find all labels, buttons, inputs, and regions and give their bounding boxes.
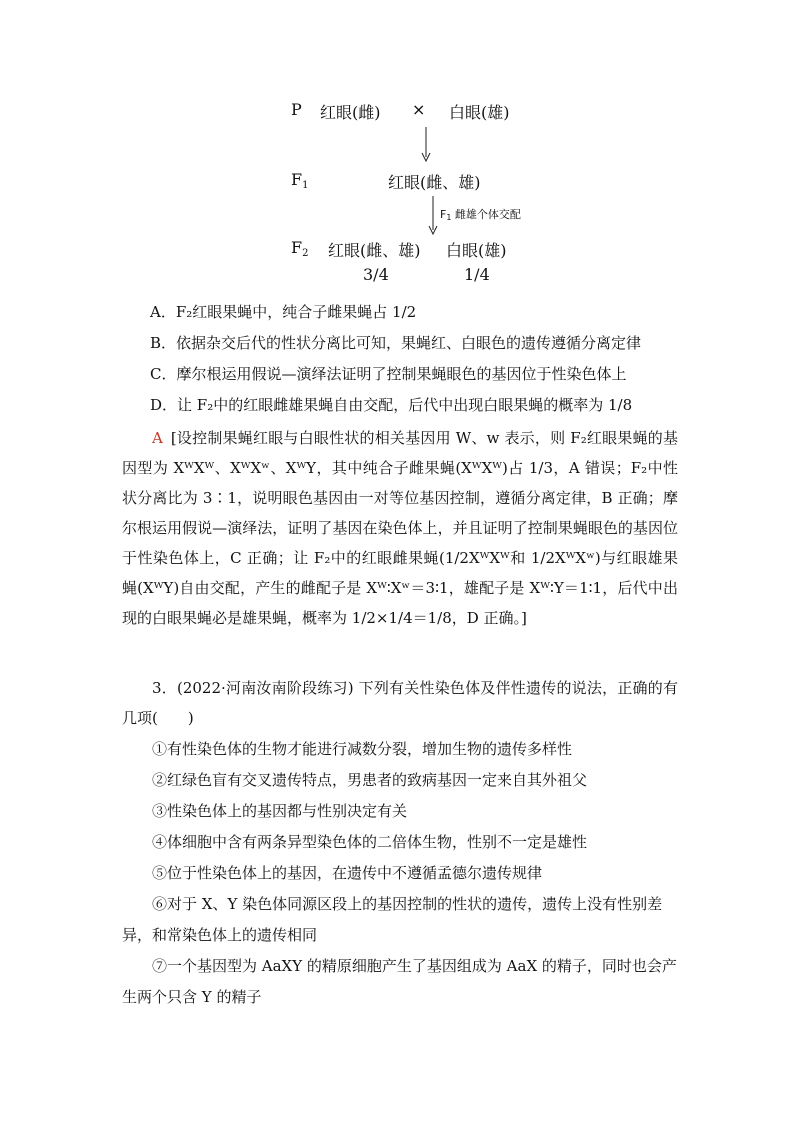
answer-letter: A xyxy=(152,429,163,447)
question-3-item-4: ④体细胞中含有两条异型染色体的二倍体生物，性别不一定是雄性 xyxy=(152,833,588,851)
arrow-f1-to-f2 xyxy=(425,196,441,236)
f2-phenotype-white: 白眼(雄) xyxy=(446,241,507,260)
f2-ratio-white: 1/4 xyxy=(464,265,490,284)
option-b: B．依据杂交后代的性状分离比可知，果蝇红、白眼色的遗传遵循分离定律 xyxy=(150,334,642,352)
f1-generation-label: $F_1$ xyxy=(291,170,309,191)
p-male-phenotype: 白眼(雄) xyxy=(449,103,510,122)
answer-explanation xyxy=(122,423,678,633)
arrow-p-to-f1 xyxy=(418,127,434,163)
f2-generation-label: $F_2$ xyxy=(291,238,309,259)
question-3-stem: 3．(2022·河南汝南阶段练习) 下列有关性染色体及伴性遗传的说法，正确的有几项( ) xyxy=(122,679,678,727)
p-generation-label: P xyxy=(291,100,302,119)
question-3-item-3: ③性染色体上的基因都与性别决定有关 xyxy=(152,802,408,820)
option-c: C．摩尔根运用假说—演绎法证明了控制果蝇眼色的基因位于性染色体上 xyxy=(150,365,627,383)
f1-cross-note: $F_1$ 雌雄个体交配 xyxy=(440,208,521,222)
f1-phenotype: 红眼(雌、雄) xyxy=(388,173,481,192)
p-female-phenotype: 红眼(雌) xyxy=(320,103,381,122)
answer-text-part2: F₂中性状分离比为 3∶1，说明眼色基因由一对等位基因控制，遵循分离定律，B 正确；摩尔根运用假说—演绎法，证明了基因在染色体上，并且证明了控制果蝇眼色的基因位于性染色体上，C 正确；让 F₂中的红眼雌果蝇(1/2XᵂXᵂ和 1/2XᵂXʷ)与红眼雄果蝇(XᵂY)自由交配，产生的雌配子是 Xᵂ∶Xʷ＝3∶1，雄配子是 Xᵂ∶Y＝1∶1，后代中出现的白眼果蝇必是雄果蝇，概率为 1/2×1/4＝1/8，D 正确。] xyxy=(122,459,678,627)
f2-ratio-red: 3/4 xyxy=(363,265,389,284)
cross-symbol: × xyxy=(412,100,426,119)
answer-text-part1: [设控制果蝇红眼与白眼性状的相关基因用 W、w 表示，则 F₂红眼果蝇的基因型为 XᵂXᵂ、XᵂXʷ、XᵂY，其中纯合子雌果蝇(XᵂXᵂ)占 1/3，A 错误； xyxy=(122,429,678,477)
question-3-item-1: ①有性染色体的生物才能进行减数分裂，增加生物的遗传多样性 xyxy=(152,740,573,758)
question-3-item-6: ⑥对于 X、Y 染色体同源区段上的基因控制的性状的遗传，遗传上没有性别差异，和常染色体上的遗传相同 xyxy=(122,895,663,944)
question-3-item-7: ⑦一个基因型为 AaXY 的精原细胞产生了基因组成为 AaX 的精子，同时也会产生两个只含 Y 的精子 xyxy=(122,957,677,1006)
option-a: A．F₂红眼果蝇中，纯合子雌果蝇占 1/2 xyxy=(150,303,417,321)
f2-phenotype-red: 红眼(雌、雄) xyxy=(328,241,421,260)
question-3-item-2: ②红绿色盲有交叉遗传特点，男患者的致病基因一定来自其外祖父 xyxy=(152,771,588,789)
question-3-item-5: ⑤位于性染色体上的基因，在遗传中不遵循孟德尔遗传规律 xyxy=(152,864,543,882)
option-d: D．让 F₂中的红眼雌雄果蝇自由交配，后代中出现白眼果蝇的概率为 1/8 xyxy=(150,396,633,414)
